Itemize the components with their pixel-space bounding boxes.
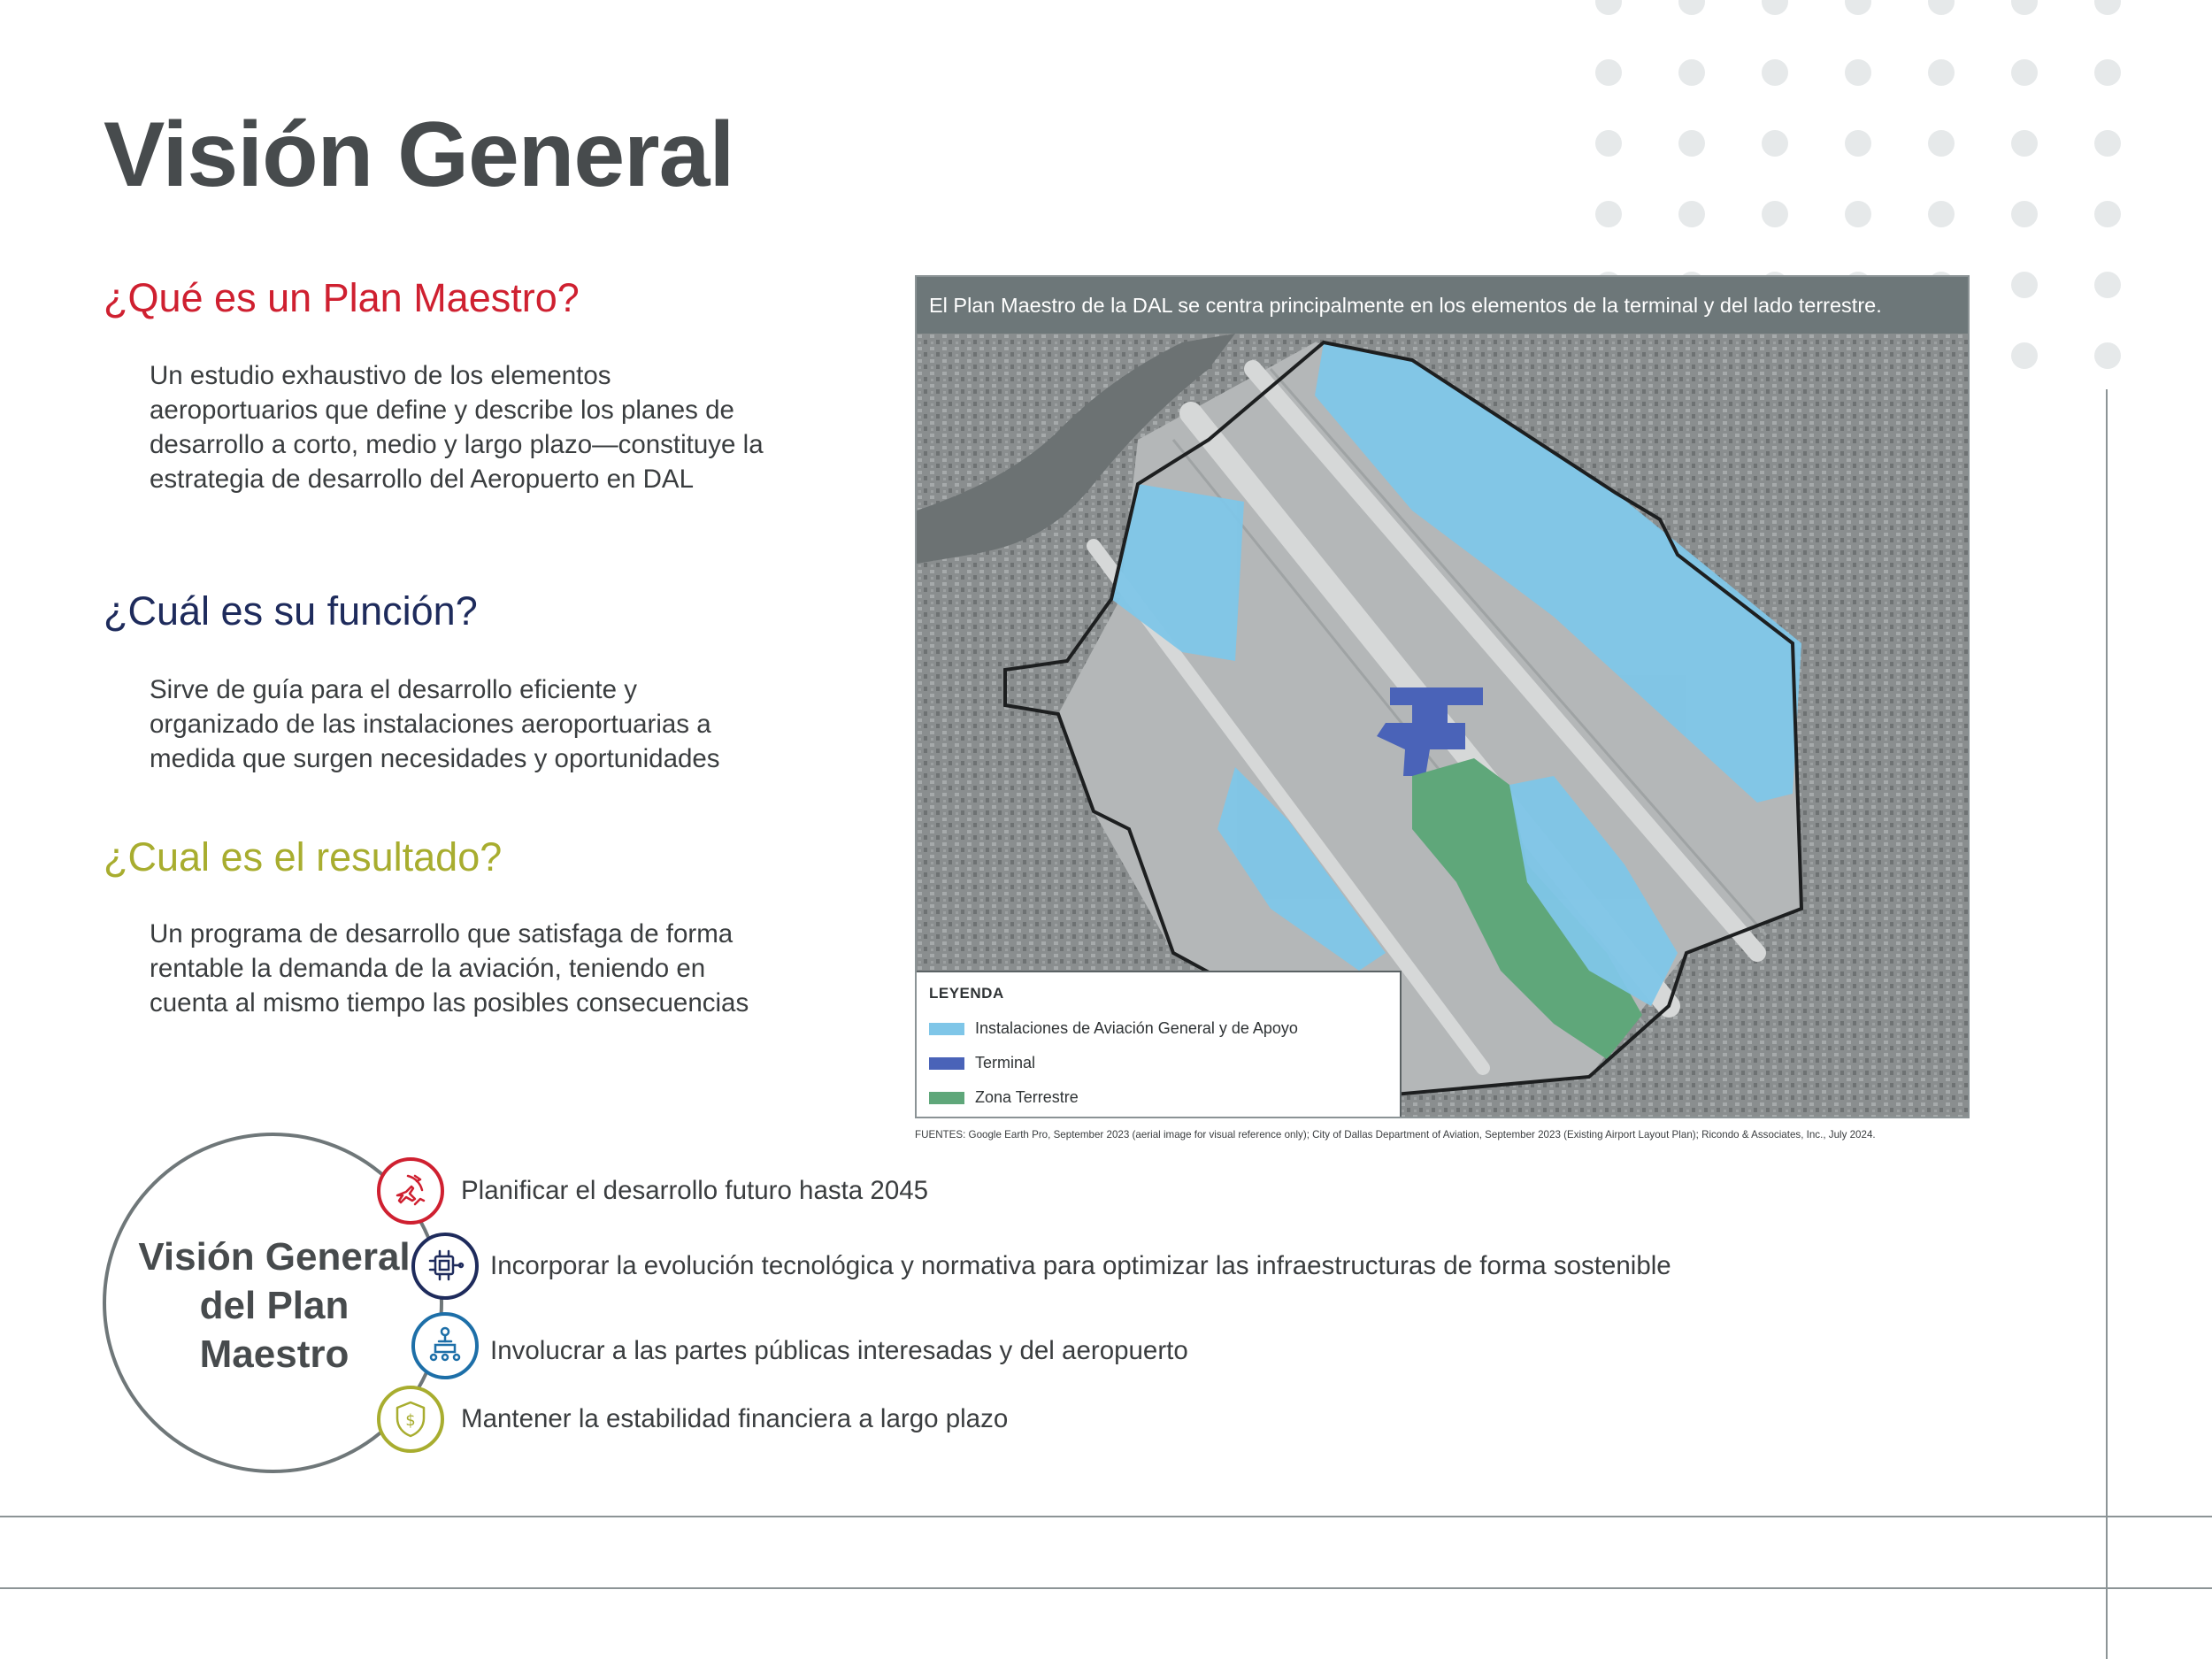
decorative-dot bbox=[1845, 0, 1871, 15]
legend-label: Instalaciones de Aviación General y de Apoyo bbox=[975, 1019, 1298, 1037]
legend-label: Zona Terrestre bbox=[975, 1088, 1079, 1106]
divider-line bbox=[0, 1516, 2212, 1517]
decorative-dot bbox=[2094, 201, 2121, 227]
overview-title-line: del Plan bbox=[199, 1284, 349, 1327]
section-body-function: Sirve de guía para el desarrollo eficiente y organizado de las instalaciones aeroportuarias a medida que surgen necesidades y oportunidades bbox=[150, 675, 720, 773]
decorative-dot bbox=[2011, 272, 2038, 298]
objective-technology: Incorporar la evolución tecnológica y normativa para optimizar las infraestructuras de forma sostenible bbox=[490, 1251, 1671, 1280]
decorative-dot bbox=[1678, 130, 1705, 157]
decorative-dot bbox=[1595, 59, 1622, 86]
decorative-dot bbox=[1678, 0, 1705, 15]
objective-plan-future: Planificar el desarrollo futuro hasta 2045 bbox=[461, 1176, 929, 1205]
decorative-dot bbox=[1845, 130, 1871, 157]
decorative-dot bbox=[2011, 59, 2038, 86]
airport-map bbox=[915, 275, 1970, 1118]
svg-text:$: $ bbox=[405, 1411, 416, 1430]
decorative-dot bbox=[1595, 130, 1622, 157]
decorative-dot bbox=[1762, 59, 1788, 86]
map-caption: El Plan Maestro de la DAL se centra principalmente en los elementos de la terminal y del lado terrestre. bbox=[917, 277, 1968, 334]
decorative-dot bbox=[1762, 130, 1788, 157]
decorative-dot bbox=[1845, 201, 1871, 227]
overview-title-line: Visión General bbox=[138, 1235, 411, 1279]
decorative-dot bbox=[1595, 0, 1622, 15]
map-legend bbox=[917, 971, 1402, 1117]
overview-title-line: Maestro bbox=[199, 1333, 349, 1376]
page-title: Visión General bbox=[104, 104, 734, 206]
decorative-dot bbox=[1595, 201, 1622, 227]
overview-title bbox=[124, 1233, 425, 1379]
legend-swatch bbox=[929, 1057, 964, 1070]
legend-item-terminal bbox=[929, 1054, 1035, 1072]
decorative-dot bbox=[1762, 201, 1788, 227]
decorative-dot bbox=[1762, 0, 1788, 15]
decorative-dot bbox=[2011, 130, 2038, 157]
legend-label: Terminal bbox=[975, 1054, 1036, 1071]
map-sources: FUENTES: Google Earth Pro, September 2023 (aerial image for visual reference only); City of Dallas Department of Aviation, September 2023 (Existing Airport Layout Plan); Ricondo & Associates, Inc., July 2024. bbox=[915, 1129, 1876, 1141]
decorative-dot bbox=[1928, 59, 1955, 86]
divider-line bbox=[0, 1587, 2212, 1589]
section-heading-function: ¿Cuál es su función? bbox=[104, 588, 478, 634]
legend-swatch bbox=[929, 1023, 964, 1035]
section-heading-result: ¿Cual es el resultado? bbox=[104, 834, 503, 879]
decorative-dot bbox=[1845, 59, 1871, 86]
shield-dollar-icon bbox=[377, 1386, 444, 1453]
legend-swatch bbox=[929, 1092, 964, 1104]
decorative-dot bbox=[1928, 130, 1955, 157]
decorative-dot bbox=[2094, 272, 2121, 298]
decorative-dot bbox=[1678, 59, 1705, 86]
decorative-dot bbox=[2011, 342, 2038, 369]
legend-item-aviation bbox=[929, 1019, 1298, 1038]
decorative-dot bbox=[2094, 59, 2121, 86]
chip-icon bbox=[411, 1233, 479, 1300]
decorative-dot bbox=[2094, 342, 2121, 369]
section-body-what: Un estudio exhaustivo de los elementos aeroportuarios que define y describe los planes de desarrollo a corto, medio y largo plazo—constituye la estrategia de desarrollo del Aeropuerto en DAL bbox=[150, 361, 764, 494]
section-heading-what: ¿Qué es un Plan Maestro? bbox=[104, 275, 580, 320]
decorative-dot bbox=[2011, 0, 2038, 15]
airplane-icon bbox=[377, 1157, 444, 1225]
decorative-dot bbox=[1928, 0, 1955, 15]
decorative-dot bbox=[2094, 130, 2121, 157]
legend-title: LEYENDA bbox=[929, 985, 1004, 1002]
objective-stakeholders: Involucrar a las partes públicas interesadas y del aeropuerto bbox=[490, 1336, 1188, 1365]
decorative-dot bbox=[1928, 201, 1955, 227]
decorative-dot bbox=[2094, 0, 2121, 15]
divider-line-vertical bbox=[2106, 389, 2108, 1659]
people-icon bbox=[411, 1312, 479, 1379]
legend-item-landside bbox=[929, 1088, 1079, 1107]
objective-financial: Mantener la estabilidad financiera a largo plazo bbox=[461, 1404, 1009, 1433]
section-body-result: Un programa de desarrollo que satisfaga de forma rentable la demanda de la aviación, teniendo en cuenta al mismo tiempo las posibles consecuencias bbox=[150, 919, 749, 1018]
decorative-dot bbox=[1678, 201, 1705, 227]
decorative-dot bbox=[2011, 201, 2038, 227]
